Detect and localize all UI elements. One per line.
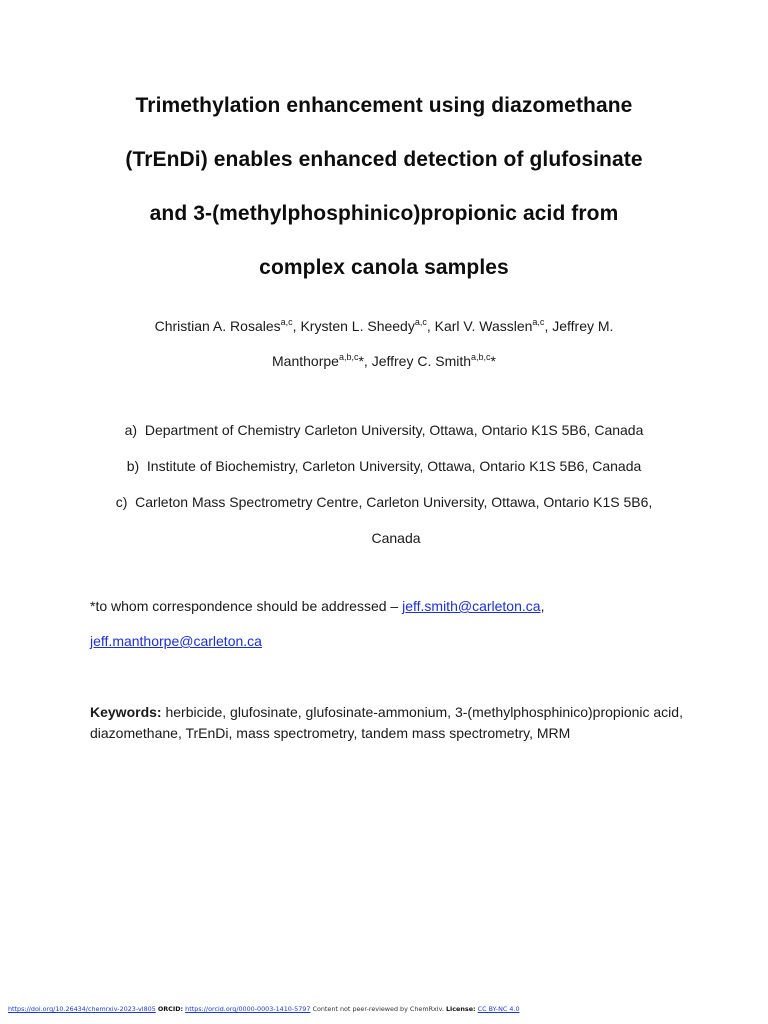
affiliation-label: a) (124, 422, 138, 438)
paper-title-line-3: and 3-(methylphosphinico)propionic acid from (149, 202, 619, 225)
author-list-line-1 (0, 318, 768, 334)
corresponding-author-mark: * (490, 353, 496, 369)
author-name: Christian A. Rosales (154, 318, 281, 334)
author-separator: , (426, 318, 435, 334)
keywords-label: Keywords: (90, 704, 162, 720)
affiliation-text: Institute of Biochemistry, Carleton University, Ottawa, Ontario K1S 5B6, Canada (146, 458, 642, 474)
corresponding-author-mark: * (358, 353, 364, 369)
author-name: Karl V. Wasslen (434, 318, 533, 334)
author-affiliation-marker: a,c (532, 317, 545, 327)
email-link-smith[interactable]: jeff.smith@carleton.ca (402, 598, 541, 614)
paper-title-line-2: (TrEnDi) enables enhanced detection of glufosinate (125, 148, 643, 171)
correspondence-line-2 (90, 633, 262, 649)
author-name: Krysten L. Sheedy (300, 318, 415, 334)
author-separator: , (544, 318, 553, 334)
author-name: Jeffrey C. Smith (371, 353, 472, 369)
correspondence-separator: , (540, 598, 545, 614)
author-affiliation-marker: a,c (414, 317, 427, 327)
correspondence-line (90, 598, 544, 614)
affiliation-label: b) (126, 458, 140, 474)
author-separator: , (292, 318, 301, 334)
affiliation-c (0, 494, 768, 510)
author-name-part: Jeffrey M. (552, 318, 614, 334)
author-affiliation-marker: a,c (280, 317, 293, 327)
affiliation-a (0, 422, 768, 438)
author-affiliation-marker: a,b,c (338, 352, 359, 362)
paper-title-line-4: complex canola samples (259, 256, 509, 279)
author-list-line-2 (0, 353, 768, 369)
email-link-manthorpe[interactable]: jeff.manthorpe@carleton.ca (90, 633, 262, 649)
affiliation-text: Carleton Mass Spectrometry Centre, Carleton University, Ottawa, Ontario K1S 5B6, (135, 494, 653, 510)
orcid-link[interactable]: https://orcid.org/0000-0003-1410-5797 (185, 1005, 311, 1013)
affiliation-text: Department of Chemistry Carleton University, Ottawa, Ontario K1S 5B6, Canada (144, 422, 644, 438)
license-label: License: (445, 1005, 476, 1013)
author-name-part: Manthorpe (272, 353, 339, 369)
doi-link[interactable]: https://doi.org/10.26434/chemrxiv-2023-vl805 (8, 1005, 156, 1013)
peer-review-note: Content not peer-reviewed by ChemRxiv. (312, 1005, 444, 1013)
keywords-paragraph (90, 702, 690, 743)
keywords-text: herbicide, glufosinate, glufosinate-ammonium, 3-(methylphosphinico)propionic acid, diazomethane, TrEnDi, mass spectrometry, tandem mass spectrometry, MRM (90, 704, 683, 741)
paper-title-line-1: Trimethylation enhancement using diazomethane (135, 94, 633, 117)
author-affiliation-marker: a,b,c (471, 352, 491, 362)
correspondence-prefix: *to whom correspondence should be addressed – (90, 598, 403, 614)
affiliation-b (0, 458, 768, 474)
affiliation-label: c) (115, 494, 128, 510)
orcid-label: ORCID: (157, 1005, 184, 1013)
affiliation-c-continued: Canada (371, 530, 421, 546)
author-separator: , (363, 353, 372, 369)
license-link[interactable]: CC BY-NC 4.0 (477, 1005, 520, 1013)
preprint-footer (8, 1005, 520, 1013)
